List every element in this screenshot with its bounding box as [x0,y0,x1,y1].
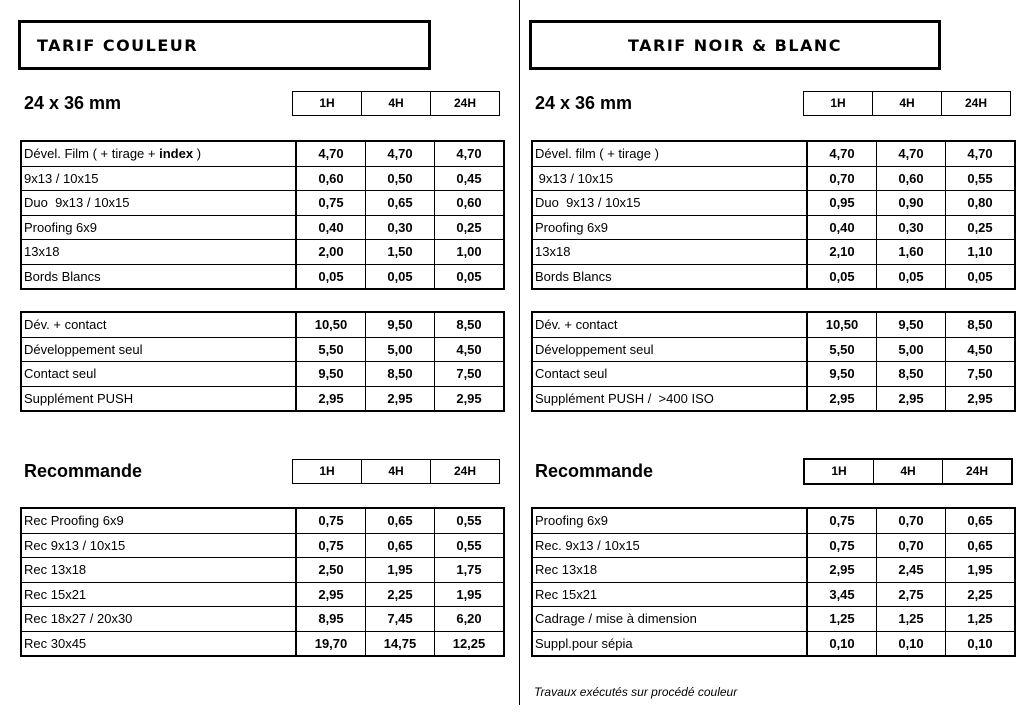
price-24h: 0,60 [435,191,505,216]
column-1h: 1H [319,96,335,110]
table-row [21,607,504,632]
price-1h: 0,75 [807,533,877,558]
price-4h: 8,50 [366,362,435,387]
price-4h: 9,50 [877,312,946,337]
price-1h: 8,95 [296,607,366,632]
row-label: 9x13 / 10x15 [21,166,296,191]
price-1h: 2,95 [807,558,877,583]
price-1h: 0,05 [296,264,366,289]
price-4h: 0,10 [877,631,946,656]
row-label: Rec 15x21 [21,582,296,607]
row-label: Dével. film ( + tirage ) [532,141,807,166]
row-label: Dév. + contact [21,312,296,337]
price-4h: 0,30 [366,215,435,240]
price-24h: 0,25 [435,215,505,240]
table-row [532,337,1015,362]
price-4h: 14,75 [366,631,435,656]
price-24h: 7,50 [435,362,505,387]
price-4h: 0,60 [877,166,946,191]
bw-footnote: Travaux exécutés sur procédé couleur [534,685,738,699]
table-row [21,362,504,387]
row-label: Supplément PUSH / >400 ISO [532,386,807,411]
color-reorder-column-header [292,459,500,484]
price-4h: 0,50 [366,166,435,191]
price-4h: 2,95 [366,386,435,411]
price-1h: 5,50 [807,337,877,362]
price-1h: 19,70 [296,631,366,656]
price-1h: 0,75 [296,191,366,216]
price-1h: 5,50 [296,337,366,362]
price-1h: 0,10 [807,631,877,656]
color-column-header [292,91,500,116]
price-1h: 1,25 [807,607,877,632]
price-24h: 0,80 [946,191,1016,216]
row-label [21,141,296,166]
bw-reorder-table [531,507,1016,657]
price-1h: 4,70 [296,141,366,166]
price-4h: 2,25 [366,582,435,607]
price-24h: 0,65 [946,533,1016,558]
row-label: Supplément PUSH [21,386,296,411]
table-row [21,558,504,583]
price-24h: 2,95 [946,386,1016,411]
page-divider [519,0,520,705]
row-label-part: ) [193,146,202,162]
price-24h: 0,10 [946,631,1016,656]
price-4h: 0,65 [366,508,435,533]
row-label-part: index [159,146,194,162]
table-row [21,631,504,656]
bw-reorder-heading: Recommande [535,461,654,481]
bw-title: TARIF NOIR & BLANC [529,20,941,70]
price-1h: 0,60 [296,166,366,191]
bw-size-heading: 24 x 36 mm [535,93,633,113]
price-24h: 6,20 [435,607,505,632]
column-4h: 4H [872,92,941,115]
row-label: Cadrage / mise à dimension [532,607,807,632]
bw-film-table [531,140,1016,290]
table-row [21,508,504,533]
price-24h: 2,95 [435,386,505,411]
price-24h: 0,05 [946,264,1016,289]
price-24h: 1,95 [946,558,1016,583]
column-4h: 4H [361,92,430,115]
table-row [532,312,1015,337]
table-row [532,264,1015,289]
price-24h: 8,50 [946,312,1016,337]
price-4h: 2,45 [877,558,946,583]
price-4h: 4,70 [877,141,946,166]
price-24h: 1,25 [946,607,1016,632]
price-24h: 4,70 [435,141,505,166]
price-24h: 8,50 [435,312,505,337]
price-1h: 0,40 [296,215,366,240]
table-row [532,533,1015,558]
row-label: Rec. 9x13 / 10x15 [532,533,807,558]
price-4h: 1,50 [366,240,435,265]
price-4h: 0,90 [877,191,946,216]
row-label: Développement seul [21,337,296,362]
price-24h: 0,55 [946,166,1016,191]
table-row [21,312,504,337]
column-24h: 24H [430,92,499,115]
price-24h: 7,50 [946,362,1016,387]
price-4h: 8,50 [877,362,946,387]
price-24h: 0,25 [946,215,1016,240]
price-1h: 10,50 [807,312,877,337]
table-row [532,166,1015,191]
price-24h: 0,55 [435,508,505,533]
price-24h: 0,65 [946,508,1016,533]
row-label: Contact seul [532,362,807,387]
table-row [532,362,1015,387]
price-4h: 0,70 [877,508,946,533]
table-row [532,240,1015,265]
row-label: Proofing 6x9 [21,215,296,240]
row-label: Proofing 6x9 [532,215,807,240]
price-1h: 9,50 [807,362,877,387]
table-row [532,607,1015,632]
price-1h: 0,75 [296,508,366,533]
row-label: 13x18 [532,240,807,265]
table-row [21,141,504,166]
price-4h: 2,95 [877,386,946,411]
price-1h: 0,95 [807,191,877,216]
column-24h: 24H [941,92,1010,115]
price-4h: 1,95 [366,558,435,583]
row-label: Rec Proofing 6x9 [21,508,296,533]
color-price-panel [18,0,518,718]
price-4h: 0,65 [366,191,435,216]
row-label: Développement seul [532,337,807,362]
bw-development-table [531,311,1016,412]
price-24h: 0,55 [435,533,505,558]
table-row [532,386,1015,411]
table-row [21,191,504,216]
table-row [532,582,1015,607]
price-1h: 0,75 [807,508,877,533]
price-1h: 10,50 [296,312,366,337]
bw-reorder-column-header [803,458,1013,485]
price-1h: 2,95 [296,386,366,411]
column-4h: 4H [873,460,942,483]
column-1h: 1H [319,464,335,478]
price-4h: 5,00 [877,337,946,362]
price-4h: 0,05 [877,264,946,289]
price-24h: 0,45 [435,166,505,191]
price-24h: 0,05 [435,264,505,289]
row-label: Rec 9x13 / 10x15 [21,533,296,558]
row-label: Rec 30x45 [21,631,296,656]
price-4h: 0,65 [366,533,435,558]
price-4h: 0,05 [366,264,435,289]
price-1h: 0,40 [807,215,877,240]
color-development-table [20,311,505,412]
column-1h: 1H [831,464,847,478]
price-24h: 1,75 [435,558,505,583]
row-label: 9x13 / 10x15 [532,166,807,191]
column-4h: 4H [361,460,430,483]
price-4h: 9,50 [366,312,435,337]
color-reorder-heading: Recommande [24,461,143,481]
bw-column-header [803,91,1011,116]
row-label: Duo 9x13 / 10x15 [21,191,296,216]
column-24h: 24H [430,460,499,483]
table-row [532,558,1015,583]
table-row [532,508,1015,533]
price-24h: 1,95 [435,582,505,607]
price-4h: 7,45 [366,607,435,632]
row-label: Bords Blancs [21,264,296,289]
column-24h: 24H [942,460,1011,483]
row-label: Duo 9x13 / 10x15 [532,191,807,216]
price-1h: 2,00 [296,240,366,265]
price-24h: 4,70 [946,141,1016,166]
table-row [532,631,1015,656]
row-label: Suppl.pour sépia [532,631,807,656]
price-24h: 12,25 [435,631,505,656]
table-row [532,215,1015,240]
price-1h: 2,50 [296,558,366,583]
column-1h: 1H [830,96,846,110]
table-row [21,240,504,265]
price-24h: 4,50 [946,337,1016,362]
price-1h: 3,45 [807,582,877,607]
color-size-heading: 24 x 36 mm [24,93,122,113]
row-label: Contact seul [21,362,296,387]
table-row [21,533,504,558]
color-film-table [20,140,505,290]
table-row [532,191,1015,216]
row-label-part: Dével. Film ( + tirage + [24,146,160,162]
price-1h: 0,70 [807,166,877,191]
price-4h: 2,75 [877,582,946,607]
price-24h: 4,50 [435,337,505,362]
table-row [21,215,504,240]
table-row [21,386,504,411]
price-1h: 0,05 [807,264,877,289]
table-row [21,264,504,289]
table-row [532,141,1015,166]
price-24h: 1,10 [946,240,1016,265]
row-label: Rec 18x27 / 20x30 [21,607,296,632]
price-4h: 0,30 [877,215,946,240]
price-4h: 0,70 [877,533,946,558]
table-row [21,582,504,607]
row-label: Dév. + contact [532,312,807,337]
price-4h: 5,00 [366,337,435,362]
price-1h: 2,10 [807,240,877,265]
row-label: 13x18 [21,240,296,265]
bw-price-panel [529,0,1024,718]
row-label: Rec 13x18 [21,558,296,583]
price-4h: 1,25 [877,607,946,632]
price-4h: 1,60 [877,240,946,265]
row-label: Rec 13x18 [532,558,807,583]
table-row [21,166,504,191]
color-reorder-table [20,507,505,657]
price-1h: 2,95 [807,386,877,411]
table-row [21,337,504,362]
row-label: Proofing 6x9 [532,508,807,533]
row-label: Bords Blancs [532,264,807,289]
price-24h: 2,25 [946,582,1016,607]
color-title: TARIF COULEUR [18,20,431,70]
row-label: Rec 15x21 [532,582,807,607]
price-1h: 0,75 [296,533,366,558]
price-4h: 4,70 [366,141,435,166]
price-1h: 2,95 [296,582,366,607]
price-1h: 4,70 [807,141,877,166]
price-1h: 9,50 [296,362,366,387]
price-24h: 1,00 [435,240,505,265]
